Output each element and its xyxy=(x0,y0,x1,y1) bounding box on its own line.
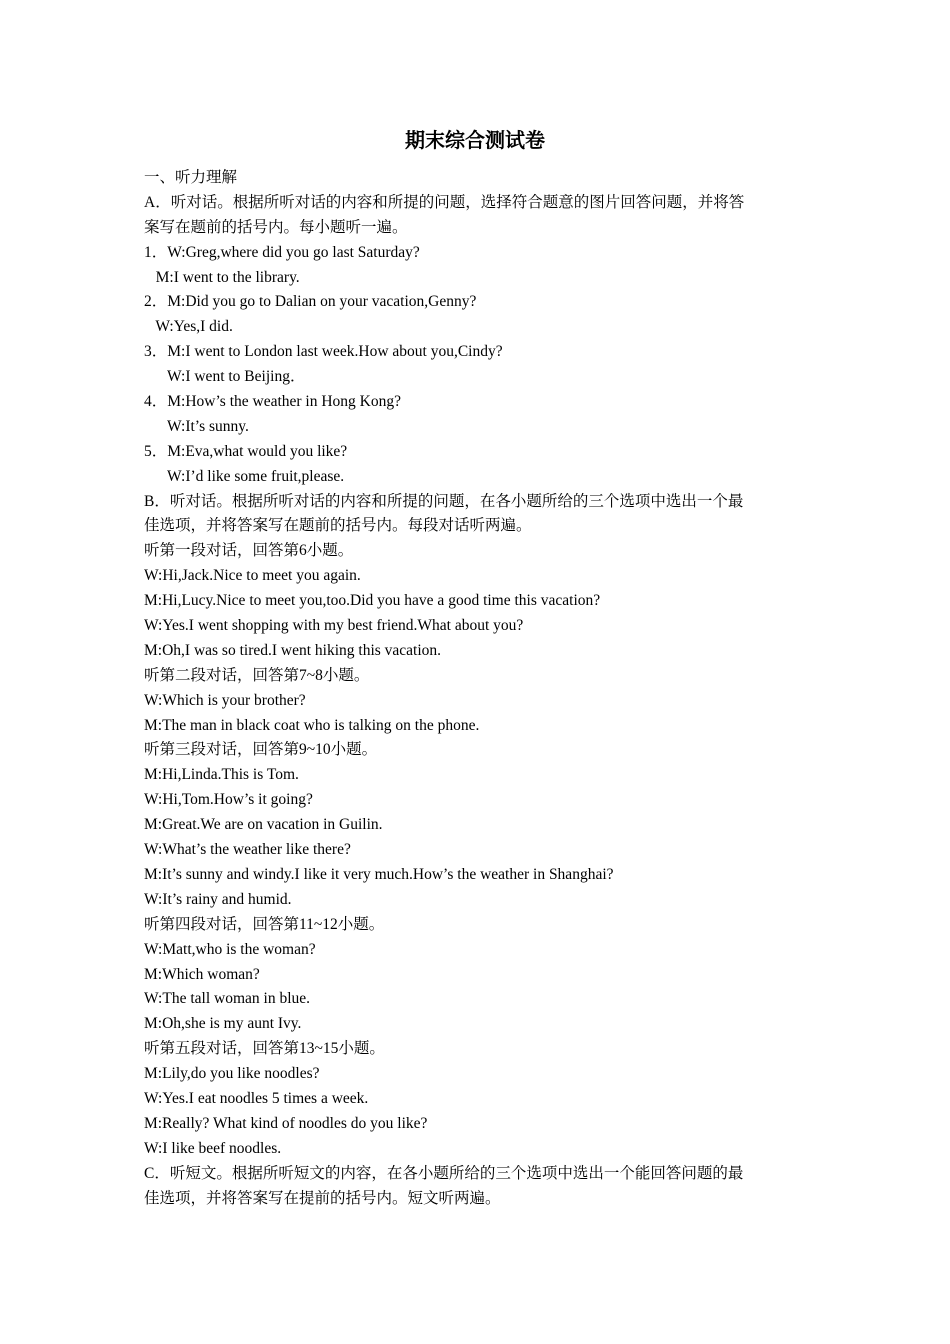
text-line: M:It’s sunny and windy.I like it very much.How’s the weather in Shanghai? xyxy=(144,865,614,883)
text-line: 案写在题前的括号内。每小题听一遍。 xyxy=(144,218,408,236)
text-line: 1．W:Greg,where did you go last Saturday? xyxy=(144,243,420,261)
text-line: M:Oh,I was so tired.I went hiking this vacation. xyxy=(144,641,442,659)
text-line: M:Hi,Linda.This is Tom. xyxy=(144,766,299,784)
page-title: 期末综合测试卷 xyxy=(405,128,545,152)
text-line: 听第五段对话，回答第13~15小题。 xyxy=(144,1040,385,1058)
text-line: W:Which is your brother? xyxy=(144,691,306,709)
text-line: M:Oh,she is my aunt Ivy. xyxy=(144,1015,302,1033)
text-line: 5．M:Eva,what would you like? xyxy=(144,442,348,460)
text-line: 一、听力理解 xyxy=(144,169,238,186)
text-line: 佳选项，并将答案写在提前的括号内。短文听两遍。 xyxy=(144,1189,501,1207)
text-line: 4．M:How’s the weather in Hong Kong? xyxy=(144,393,401,411)
text-line: 听第四段对话，回答第11~12小题。 xyxy=(144,915,385,933)
text-line: 佳选项，并将答案写在题前的括号内。每段对话听两遍。 xyxy=(144,517,532,535)
text-line: W:Yes.I eat noodles 5 times a week. xyxy=(144,1089,369,1107)
text-line: 听第三段对话，回答第9~10小题。 xyxy=(144,741,378,759)
text-line: B．听对话。根据所听对话的内容和所提的问题，在各小题所给的三个选项中选出一个最 xyxy=(144,492,744,510)
text-line: W:Matt,who is the woman? xyxy=(144,940,316,958)
text-line: M:Hi,Lucy.Nice to meet you,too.Did you have a good time this vacation? xyxy=(144,592,601,610)
text-line: 2．M:Did you go to Dalian on your vacation,Genny? xyxy=(144,293,477,311)
text-line: W:It’s sunny. xyxy=(144,417,249,435)
text-line: 3．M:I went to London last week.How about you,Cindy? xyxy=(144,343,503,361)
text-line: W:Yes,I did. xyxy=(144,318,233,336)
text-line: W:I’d like some fruit,please. xyxy=(144,467,345,485)
text-line: 听第一段对话，回答第6小题。 xyxy=(144,542,354,560)
text-line: M:The man in black coat who is talking on the phone. xyxy=(144,716,480,734)
text-line: W:I went to Beijing． xyxy=(144,368,306,386)
text-line: M:Really? What kind of noodles do you like? xyxy=(144,1114,428,1132)
text-line: W:What’s the weather like there? xyxy=(144,841,351,859)
text-line: W:The tall woman in blue. xyxy=(144,990,311,1008)
document-body xyxy=(144,166,800,1211)
text-line: W:Yes.I went shopping with my best friend.What about you? xyxy=(144,617,524,635)
text-line: 听第二段对话，回答第7~8小题。 xyxy=(144,666,370,684)
text-line: W:I like beef noodles. xyxy=(144,1139,282,1157)
text-line: M:Which woman? xyxy=(144,965,260,983)
text-line: M:I went to the library. xyxy=(144,268,300,286)
text-line: M:Great.We are on vacation in Guilin. xyxy=(144,816,383,834)
text-line: A．听对话。根据所听对话的内容和所提的问题，选择符合题意的图片回答问题，并将答 xyxy=(144,193,745,211)
text-line: C．听短文。根据所听短文的内容，在各小题所给的三个选项中选出一个能回答问题的最 xyxy=(144,1164,744,1182)
text-line: W:Hi,Tom.How’s it going? xyxy=(144,791,313,809)
text-line: M:Lily,do you like noodles? xyxy=(144,1065,320,1083)
text-line: W:It’s rainy and humid. xyxy=(144,890,292,908)
text-line: W:Hi,Jack.Nice to meet you again. xyxy=(144,567,361,585)
